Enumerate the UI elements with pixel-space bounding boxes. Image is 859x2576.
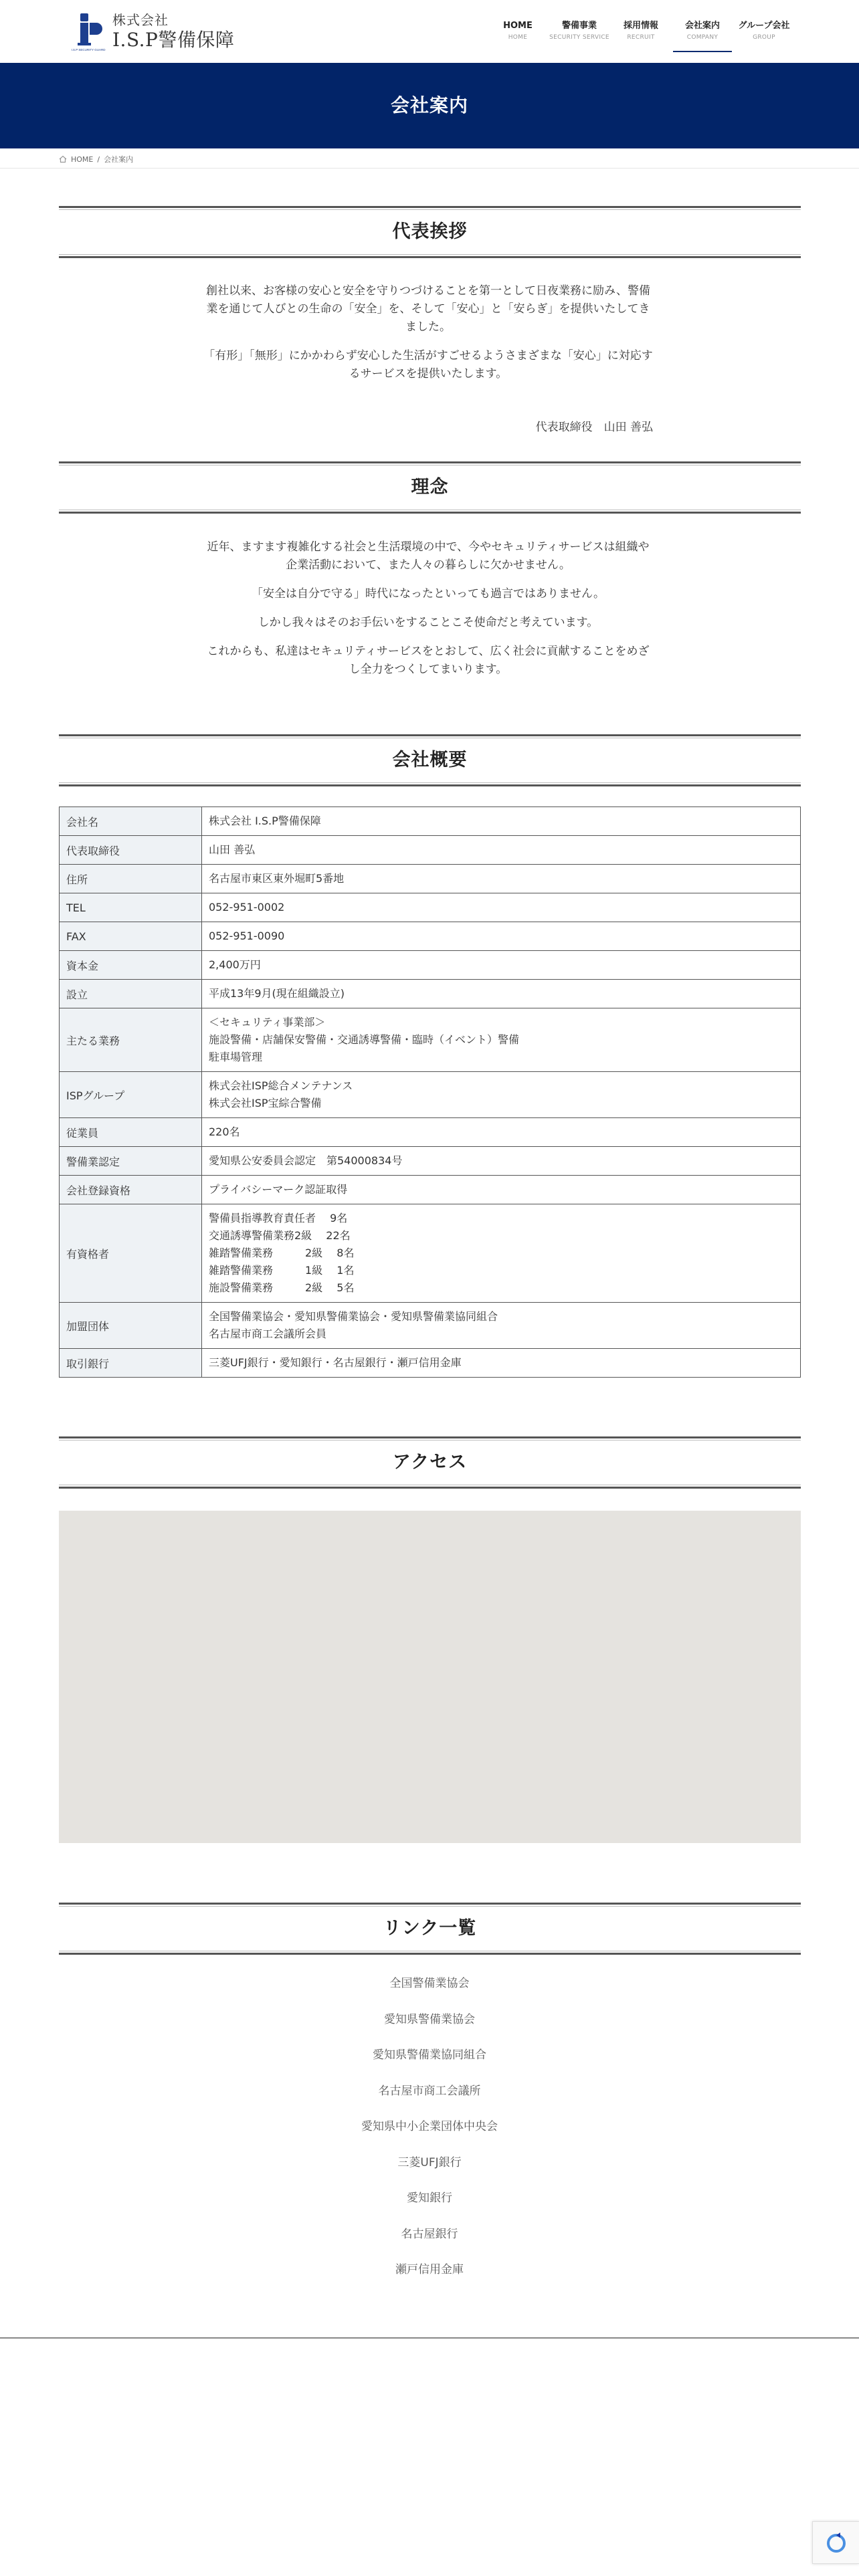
row-value-line: ＜セキュリティ事業部＞ [209,1016,326,1029]
row-value-line: 株式会社ISP宝綜合警備 [209,1097,322,1109]
links-list [0,1966,859,2288]
table-row [60,1147,801,1176]
row-value-line: 220名 [209,1125,240,1138]
row-value [202,1176,801,1204]
row-value [202,893,801,922]
row-value [202,1204,801,1303]
philosophy-heading-block [59,461,801,514]
row-label: 加盟団体 [60,1303,202,1349]
table-row [60,865,801,893]
breadcrumb-current: 会社案内 [104,155,134,164]
overview-heading-block [59,734,801,786]
table-row [60,1072,801,1118]
row-value-line: 平成13年9月(現在組織設立) [209,987,345,1000]
link-item[interactable]: 愛知県警備業協会 [384,2012,475,2026]
table-row [60,1008,801,1072]
nav-group-label: グループ会社 [738,21,790,31]
row-label: ISPグループ [60,1072,202,1118]
table-row [60,893,801,922]
greeting-paragraph: 「有形」「無形」にかかわらず安心した生活がすごせるようさまざまな「安心」に対応するサービスを提供いたします。 [203,349,653,381]
greeting-body [203,282,653,394]
greeting-paragraph: 創社以来、お客様の安心と安全を守りつづけることを第一として日夜業務に励み、警備業を通じて人びとの生命の「安全」を、そして「安心」と「安らぎ」を提供いたしてきました。 [205,284,651,334]
greeting-heading-block [59,206,801,258]
row-value [202,922,801,951]
nav-security-service-sub: SECURITY SERVICE [549,34,609,41]
link-item[interactable]: 三菱UFJ銀行 [397,2155,462,2169]
nav-recruit[interactable] [610,15,672,55]
row-value [202,951,801,980]
philosophy-paragraph: これからも、私達はセキュリティサービスをとおして、広く社会に貢献することをめざし全力をつくしてまいります。 [207,645,650,676]
table-row [60,1176,801,1204]
philosophy-paragraph: しかし我々はそのお手伝いをすることこそ使命だと考えています。 [258,616,599,629]
site-header [0,0,859,63]
row-value-line: 全国警備業協会・愛知県警備業協会・愛知県警備業協同組合 [209,1310,498,1323]
table-row [60,922,801,951]
row-value-line: プライバシーマーク認証取得 [209,1183,348,1196]
row-value [202,980,801,1008]
recaptcha-badge[interactable] [812,2521,859,2564]
footer-divider [0,2337,859,2339]
table-row [60,1204,801,1303]
table-row [60,807,801,836]
row-label: FAX [60,922,202,951]
row-value-line: 雑踏警備業務 1級 1名 [209,1264,355,1277]
page-title-band [0,63,859,148]
nav-recruit-sub: RECRUIT [627,34,655,41]
table-row [60,951,801,980]
row-label: 主たる業務 [60,1008,202,1072]
row-value [202,1008,801,1072]
link-item[interactable]: 瀬戸信用金庫 [395,2263,464,2276]
breadcrumb [0,148,859,169]
table-row [60,836,801,865]
row-value-line: 駐車場管理 [209,1051,263,1063]
svg-text:I.S.P SECURITY GUARD: I.S.P SECURITY GUARD [71,48,106,51]
link-item[interactable]: 全国警備業協会 [389,1977,470,1990]
row-label: 資本金 [60,951,202,980]
row-value-line: 株式会社ISP総合メンテナンス [209,1079,353,1092]
greeting-signature: 代表取締役 山田 善弘 [535,421,653,434]
company-logo-icon [70,11,107,52]
nav-group[interactable] [733,15,795,55]
global-nav [487,15,795,55]
table-row [60,980,801,1008]
page-title: 会社案内 [390,94,468,116]
breadcrumb-home-link[interactable]: HOME [71,154,94,164]
home-icon [59,155,67,163]
nav-group-sub: GROUP [753,34,775,41]
row-label: 設立 [60,980,202,1008]
table-row [60,1349,801,1378]
row-value [202,1303,801,1349]
link-item[interactable]: 名古屋銀行 [401,2227,458,2241]
row-label: 取引銀行 [60,1349,202,1378]
logo-text [112,12,234,52]
row-value-line: 2,400万円 [209,958,261,971]
table-row [60,1303,801,1349]
access-map[interactable] [59,1511,801,1843]
philosophy-paragraph: 近年、ますます複雑化する社会と生活環境の中で、今やセキュリティサービスは組織や企業活動において、また人々の暮らしに欠かせません。 [207,540,650,572]
row-value-line: 株式会社 I.S.P警備保障 [209,815,321,827]
row-value-line: 警備員指導教育責任者 9名 [209,1212,348,1224]
row-value [202,807,801,836]
row-label: 代表取締役 [60,836,202,865]
link-item[interactable]: 名古屋市商工会議所 [378,2084,481,2098]
philosophy-body [203,538,653,689]
nav-security-service-label: 警備事業 [561,21,597,31]
overview-heading: 会社概要 [392,750,468,770]
row-value [202,865,801,893]
link-item[interactable]: 愛知県警備業協同組合 [373,2048,486,2062]
access-heading: アクセス [392,1452,468,1473]
row-label: 住所 [60,865,202,893]
breadcrumb-separator: / [97,154,100,164]
logo-sub-text: 株式会社 [112,12,169,28]
row-value [202,1349,801,1378]
nav-home-sub: HOME [508,34,528,41]
nav-company-sub: COMPANY [686,34,719,41]
link-item[interactable]: 愛知銀行 [407,2191,452,2205]
access-heading-block [59,1436,801,1489]
row-label: TEL [60,893,202,922]
nav-security-service[interactable] [549,15,610,55]
nav-recruit-label: 採用情報 [623,21,658,31]
links-heading: リンク一覧 [383,1918,477,1939]
links-heading-block [59,1903,801,1955]
philosophy-paragraph: 「安全は自分で守る」時代になったといっても過言ではありません。 [251,587,605,601]
row-value-line: 名古屋市東区東外堀町5番地 [209,872,345,885]
row-value-line: 山田 善弘 [209,843,256,856]
row-value-line: 052-951-0090 [209,930,285,942]
row-value [202,836,801,865]
greeting-heading: 代表挨拶 [392,221,468,242]
row-label: 会社名 [60,807,202,836]
row-value-line: 052-951-0002 [209,901,285,914]
row-value-line: 交通誘導警備業務2級 22名 [209,1229,351,1242]
link-item[interactable]: 愛知県中小企業団体中央会 [361,2120,498,2133]
company-overview-table [59,807,801,1378]
row-value-line: 愛知県公安委員会認定 第54000834号 [209,1154,403,1167]
row-value-line: 雑踏警備業務 2級 8名 [209,1247,355,1259]
philosophy-heading: 理念 [411,477,449,498]
row-value-line: 三菱UFJ銀行・愛知銀行・名古屋銀行・瀬戸信用金庫 [209,1356,462,1369]
row-value [202,1072,801,1118]
row-label: 従業員 [60,1118,202,1147]
nav-company-label: 会社案内 [684,21,720,31]
nav-home[interactable] [487,15,549,55]
table-row [60,1118,801,1147]
row-label: 警備業認定 [60,1147,202,1176]
row-value-line: 施設警備業務 2級 5名 [209,1281,355,1294]
row-value-line: 施設警備・店舗保安警備・交通誘導警備・臨時（イベント）警備 [209,1033,520,1046]
row-value-line: 名古屋市商工会議所会員 [209,1327,327,1340]
site-logo[interactable] [70,9,244,55]
recaptcha-icon [813,2522,859,2565]
nav-company[interactable] [672,15,733,55]
row-label: 会社登録資格 [60,1176,202,1204]
nav-home-label: HOME [503,21,533,31]
row-label: 有資格者 [60,1204,202,1303]
logo-main-text: I.S.P警備保障 [112,29,235,51]
row-value [202,1147,801,1176]
row-value [202,1118,801,1147]
